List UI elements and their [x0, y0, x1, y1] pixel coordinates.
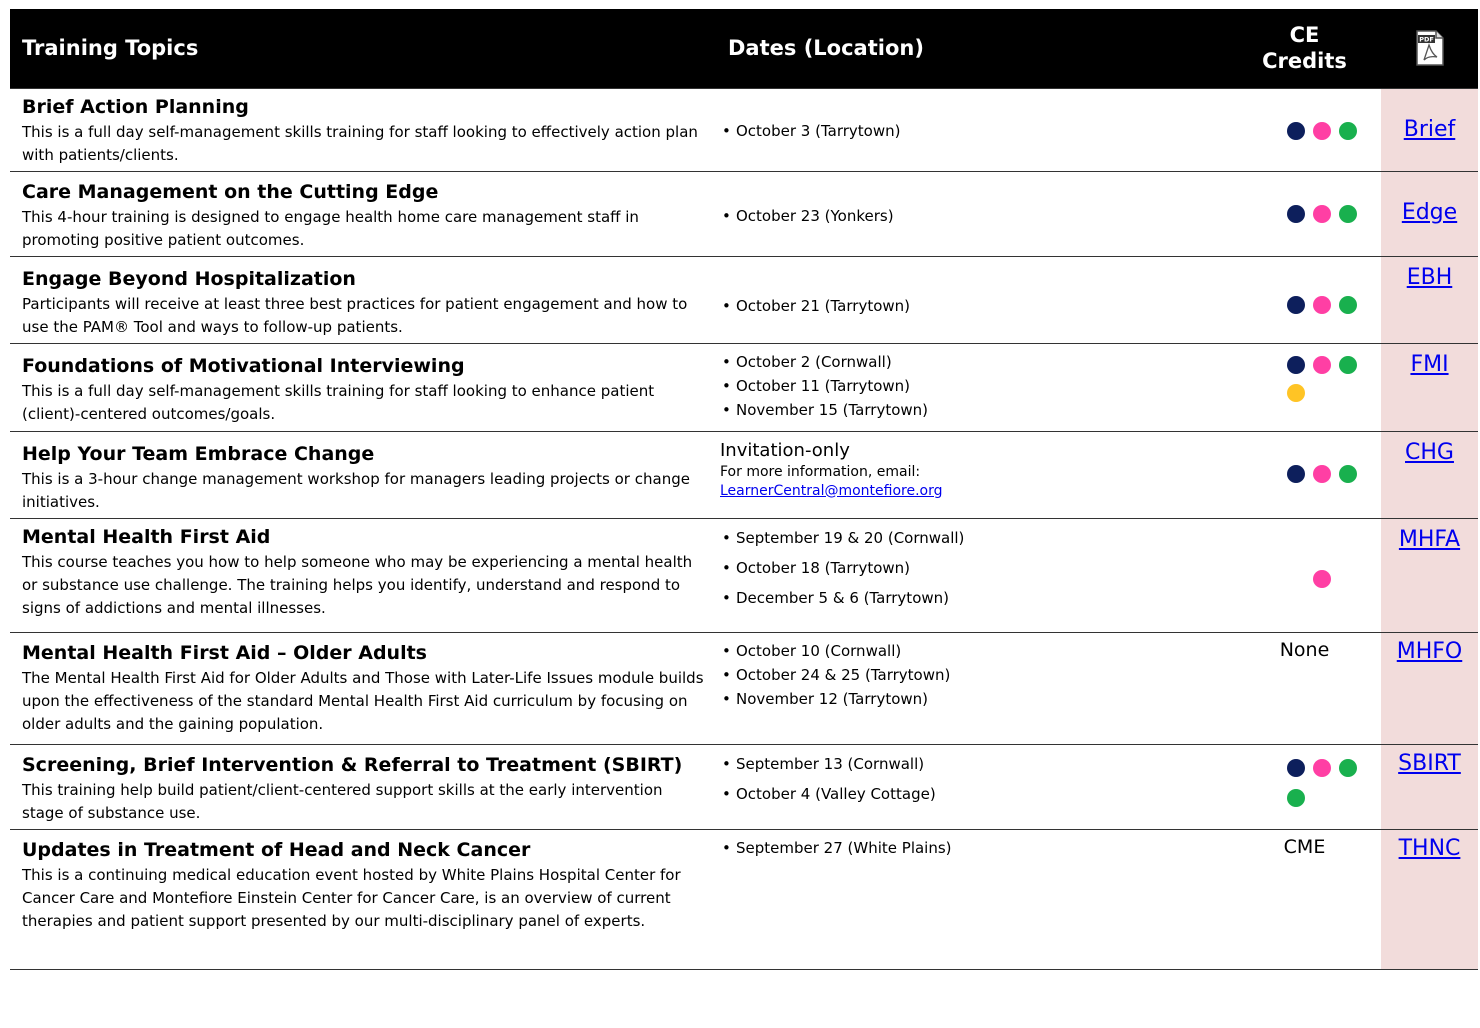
pdf-link-mhfo[interactable]: MHFO	[1396, 638, 1463, 664]
pdf-link-ebh[interactable]: EBH	[1406, 264, 1453, 290]
invitation-only-text: Invitation-only	[720, 439, 850, 461]
date-item: • September 27 (White Plains)	[720, 836, 1224, 860]
date-item: • October 11 (Tarrytown)	[720, 374, 1224, 398]
header-training-topics: Training Topics	[22, 36, 199, 61]
table-row	[10, 632, 1478, 744]
ce-credits-cell	[1228, 343, 1381, 431]
date-item: • October 21 (Tarrytown)	[720, 294, 1224, 318]
ce-credits-cell	[1228, 632, 1381, 744]
ce-cme-text: CME	[1283, 835, 1326, 858]
pdf-link-mhfa[interactable]: MHFA	[1398, 526, 1461, 552]
table-row	[10, 829, 1478, 969]
date-item: • December 5 & 6 (Tarrytown)	[720, 583, 1224, 613]
header-dates-location: Dates (Location)	[728, 36, 924, 61]
pdf-cell	[1381, 343, 1478, 431]
topic-title: Screening, Brief Intervention & Referral to Treatment (SBIRT)	[22, 753, 683, 776]
credit-dots	[1245, 205, 1365, 223]
credit-dots	[1245, 296, 1365, 314]
credit-dots	[1245, 356, 1365, 402]
credit-dots	[1245, 759, 1365, 807]
topic-title: Care Management on the Cutting Edge	[22, 180, 439, 203]
table-header-row	[10, 9, 1478, 88]
credit-dot-green	[1339, 759, 1357, 777]
credit-dot-navy	[1287, 465, 1305, 483]
credit-dots	[1245, 465, 1365, 483]
pdf-cell	[1381, 632, 1478, 744]
topic-description: The Mental Health First Aid for Older Adults and Those with Later-Life Issues module builds upon the effectiveness of the standard Mental Health First Aid curriculum by focusing on older adults and the gaining population.	[22, 668, 704, 733]
credit-dot-pink	[1313, 356, 1331, 374]
pdf-link-brief[interactable]: Brief	[1403, 116, 1456, 142]
dates-cell	[716, 632, 1228, 744]
credit-dot-pink	[1313, 759, 1331, 777]
ce-credits-cell	[1228, 256, 1381, 343]
ce-credits-cell	[1228, 88, 1381, 171]
dates-cell	[716, 343, 1228, 431]
date-item: • October 18 (Tarrytown)	[720, 553, 1224, 583]
credit-dot-green	[1339, 465, 1357, 483]
ce-credits-cell	[1228, 171, 1381, 256]
topic-cell	[10, 343, 716, 431]
training-schedule	[10, 9, 1478, 970]
pdf-cell	[1381, 744, 1478, 829]
topic-cell	[10, 632, 716, 744]
credit-dot-green	[1339, 296, 1357, 314]
credit-dot-green	[1339, 122, 1357, 140]
topic-description: This is a continuing medical education event hosted by White Plains Hospital Center for Cancer Care and Montefiore Einstein Center for Cancer Care, is an overview of current therapies and patient support presented by our multi-disciplinary panel of experts.	[22, 865, 681, 930]
date-item: • September 13 (Cornwall)	[720, 749, 1224, 779]
credit-dots	[1245, 122, 1365, 140]
pdf-link-edge[interactable]: Edge	[1401, 199, 1458, 225]
date-item: • October 24 & 25 (Tarrytown)	[720, 663, 1224, 687]
date-item: • October 4 (Valley Cottage)	[720, 779, 1224, 809]
credit-dot-navy	[1287, 759, 1305, 777]
credit-dots	[1271, 570, 1339, 588]
date-item: • October 2 (Cornwall)	[720, 350, 1224, 374]
credit-dot-yellow	[1287, 384, 1305, 402]
dates-cell	[716, 829, 1228, 969]
topic-description: This is a 3-hour change management workshop for managers leading projects or change initiatives.	[22, 469, 690, 511]
topic-cell	[10, 256, 716, 343]
topic-title: Mental Health First Aid	[22, 525, 271, 548]
table-row	[10, 744, 1478, 829]
pdf-link-chg[interactable]: CHG	[1405, 439, 1454, 465]
topic-description: This is a full day self-management skills training for staff looking to effectively action plan with patients/clients.	[22, 122, 698, 164]
pdf-cell	[1381, 829, 1478, 969]
topic-cell	[10, 88, 716, 171]
topic-description: This training help build patient/client-centered support skills at the early intervention stage of substance use.	[22, 780, 663, 822]
topic-cell	[10, 431, 716, 518]
table-row	[10, 88, 1478, 171]
table-row	[10, 171, 1478, 256]
topic-description: This course teaches you how to help someone who may be experiencing a mental health or substance use challenge. The training helps you identify, understand and respond to signs of addictions and mental illnesses.	[22, 552, 693, 617]
dates-cell	[716, 256, 1228, 343]
topic-title: Updates in Treatment of Head and Neck Cancer	[22, 838, 531, 861]
ce-credits-cell	[1228, 829, 1381, 969]
credit-dot-navy	[1287, 356, 1305, 374]
pdf-cell	[1381, 431, 1478, 518]
header-ce-credits	[1228, 9, 1381, 88]
header-pdf	[1381, 9, 1478, 88]
topic-title: Mental Health First Aid – Older Adults	[22, 641, 427, 664]
credit-dot-pink	[1313, 296, 1331, 314]
pdf-cell	[1381, 88, 1478, 171]
topic-title: Help Your Team Embrace Change	[22, 442, 375, 465]
topic-cell	[10, 744, 716, 829]
credit-dot-pink	[1313, 465, 1331, 483]
credit-dot-pink	[1313, 122, 1331, 140]
date-item: • November 15 (Tarrytown)	[720, 398, 1224, 422]
date-item: • November 12 (Tarrytown)	[720, 687, 1224, 711]
credit-dot-navy	[1287, 205, 1305, 223]
svg-text:PDF: PDF	[1418, 35, 1434, 44]
dates-cell	[716, 88, 1228, 171]
credit-dot-green	[1287, 789, 1305, 807]
table-row	[10, 256, 1478, 343]
topic-cell	[10, 518, 716, 632]
credit-dot-navy	[1287, 122, 1305, 140]
topic-cell	[10, 829, 716, 969]
topic-title: Foundations of Motivational Interviewing	[22, 354, 465, 377]
table-row	[10, 343, 1478, 431]
ce-credits-cell	[1228, 518, 1381, 632]
date-item: • September 19 & 20 (Cornwall)	[720, 523, 1224, 553]
table-row	[10, 518, 1478, 632]
training-table	[10, 9, 1478, 970]
dates-cell	[716, 171, 1228, 256]
date-item: • October 10 (Cornwall)	[720, 639, 1224, 663]
pdf-cell	[1381, 171, 1478, 256]
credit-dot-pink	[1313, 570, 1331, 588]
pdf-cell	[1381, 256, 1478, 343]
ce-credits-cell	[1228, 744, 1381, 829]
topic-cell	[10, 171, 716, 256]
pdf-link-fmi[interactable]: FMI	[1410, 351, 1449, 377]
header-ce-line2: Credits	[1262, 49, 1347, 74]
credit-dot-green	[1339, 205, 1357, 223]
dates-cell	[716, 518, 1228, 632]
topic-description: This is a full day self-management skills training for staff looking to enhance patient (client)-centered outcomes/goals.	[22, 381, 655, 423]
email-link[interactable]: LearnerCentral@montefiore.org	[720, 482, 943, 499]
more-info-text: For more information, email:	[720, 463, 921, 480]
pdf-link-sbirt[interactable]: SBIRT	[1398, 750, 1461, 776]
topic-title: Engage Beyond Hospitalization	[22, 267, 356, 290]
header-ce-line1: CE	[1289, 23, 1320, 48]
date-item: • October 23 (Yonkers)	[720, 204, 1224, 228]
credit-dot-navy	[1287, 296, 1305, 314]
pdf-link-thnc[interactable]: THNC	[1398, 835, 1461, 861]
pdf-cell	[1381, 518, 1478, 632]
ce-credits-cell	[1228, 431, 1381, 518]
credit-dot-pink	[1313, 205, 1331, 223]
pdf-file-icon	[1416, 30, 1444, 71]
dates-cell	[716, 431, 1228, 518]
dates-cell	[716, 744, 1228, 829]
topic-description: This 4-hour training is designed to engage health home care management staff in promoting positive patient outcomes.	[22, 207, 639, 249]
date-item: • October 3 (Tarrytown)	[720, 119, 1224, 143]
credit-dot-green	[1339, 356, 1357, 374]
topic-title: Brief Action Planning	[22, 95, 249, 118]
topic-description: Participants will receive at least three best practices for patient engagement and how to use the PAM® Tool and ways to follow-up patients.	[22, 294, 688, 336]
table-row	[10, 431, 1478, 518]
ce-none-text: None	[1279, 638, 1330, 661]
